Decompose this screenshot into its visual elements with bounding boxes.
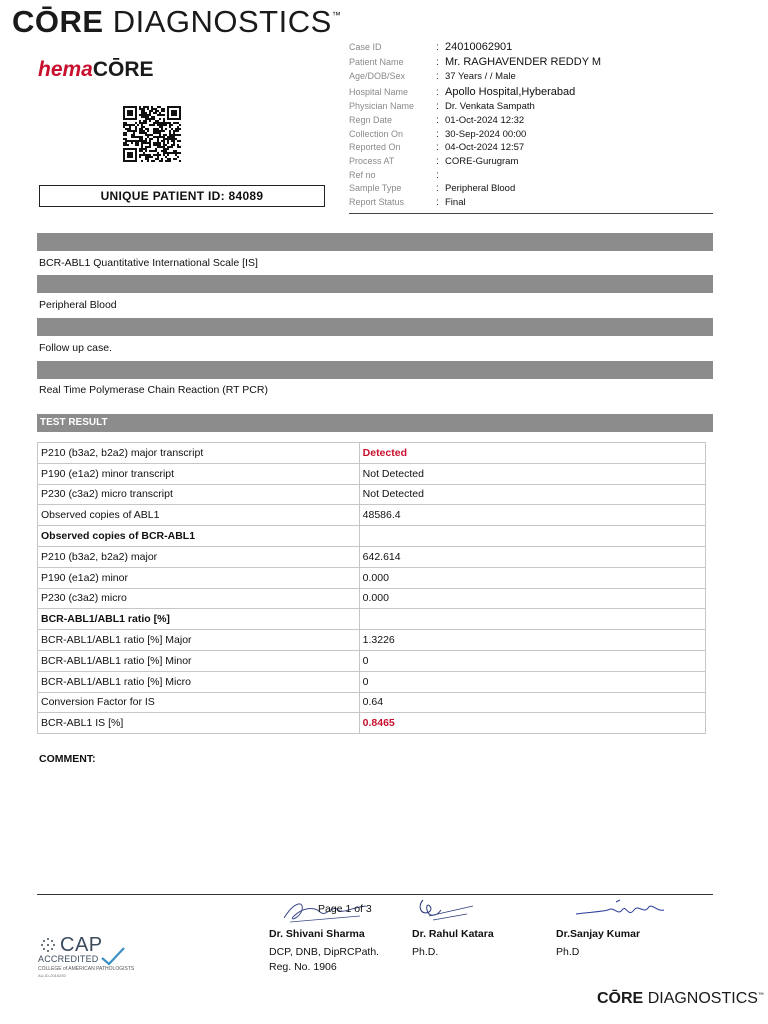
doctor-name: Dr. Rahul Katara	[412, 928, 494, 940]
info-value: Peripheral Blood	[445, 183, 516, 194]
result-name: P210 (b3a2, b2a2) major transcript	[38, 443, 360, 464]
result-value: 642.614	[359, 546, 705, 567]
result-value: 1.3226	[359, 630, 705, 651]
info-label: Age/DOB/Sex	[349, 70, 406, 81]
info-label: Ref no	[349, 169, 376, 180]
method: Real Time Polymerase Chain Reaction (RT PCR)	[39, 384, 268, 396]
info-colon: :	[436, 42, 439, 53]
doctor-credentials: Ph.D	[556, 946, 580, 958]
result-name: Conversion Factor for IS	[38, 692, 360, 713]
brand-logo-bold: CŌRE	[12, 4, 104, 39]
info-label: Hospital Name	[349, 86, 409, 97]
result-name: P190 (e1a2) minor transcript	[38, 463, 360, 484]
info-row	[349, 183, 711, 197]
info-value: 37 Years / / Male	[445, 70, 516, 82]
info-value: Final	[445, 197, 466, 208]
doctor-name: Dr. Shivani Sharma	[269, 928, 365, 940]
info-label: Patient Name	[349, 56, 404, 67]
table-row	[38, 671, 706, 692]
table-row	[38, 630, 706, 651]
info-value: 24010062901	[445, 41, 513, 53]
result-value	[359, 526, 705, 547]
info-label: Regn Date	[349, 115, 393, 125]
footer-brand-logo	[597, 990, 764, 1008]
table-subheader-row	[38, 609, 706, 630]
info-label: Case ID	[349, 42, 382, 52]
signature-sanjay	[574, 898, 666, 924]
sub-brand-core: CŌRE	[92, 58, 154, 81]
info-row	[349, 156, 711, 170]
cap-college: COLLEGE of AMERICAN PATHOLOGISTS	[38, 966, 135, 972]
doctor-name: Dr.Sanjay Kumar	[556, 928, 641, 940]
result-value: Not Detected	[359, 463, 705, 484]
info-row	[349, 101, 711, 115]
result-name: Observed copies of ABL1	[38, 505, 360, 526]
cap-id: AU-ID-2016250	[38, 973, 66, 978]
cap-dots-icon	[39, 937, 57, 953]
info-value: 30-Sep-2024 00:00	[445, 128, 527, 140]
brand-logo-light: DIAGNOSTICS	[112, 4, 332, 39]
brand-logo	[12, 4, 341, 40]
result-value: Not Detected	[359, 484, 705, 505]
specimen: Peripheral Blood	[39, 299, 117, 311]
qr-code-icon	[123, 106, 181, 162]
info-row	[349, 129, 711, 143]
table-row	[38, 546, 706, 567]
info-colon: :	[436, 86, 439, 98]
section-bar-method	[37, 361, 713, 379]
result-name: P210 (b3a2, b2a2) major	[38, 546, 360, 567]
result-value	[359, 609, 705, 630]
result-name: BCR-ABL1/ABL1 ratio [%] Major	[38, 630, 360, 651]
info-value: Dr. Venkata Sampath	[445, 101, 535, 112]
info-label: Collection On	[349, 128, 404, 139]
cap-big: CAP	[60, 934, 103, 956]
info-colon: :	[436, 169, 439, 181]
doctor-2	[412, 928, 494, 960]
result-value: 0.64	[359, 692, 705, 713]
test-name: BCR-ABL1 Quantitative International Scale [IS]	[39, 257, 258, 269]
result-value: 0	[359, 650, 705, 671]
test-result-title: TEST RESULT	[37, 414, 713, 432]
info-value: 01-Oct-2024 12:32	[445, 115, 525, 126]
info-colon: :	[436, 115, 439, 126]
table-row	[38, 463, 706, 484]
result-value: 0.000	[359, 588, 705, 609]
result-name: BCR-ABL1 IS [%]	[38, 713, 360, 734]
sub-brand-logo	[38, 58, 154, 82]
info-row	[349, 197, 711, 211]
result-name: BCR-ABL1/ABL1 ratio [%] Micro	[38, 671, 360, 692]
info-row	[349, 142, 711, 156]
info-row	[349, 56, 711, 71]
brand-logo-tm: ™	[331, 10, 342, 20]
checkmark-icon	[100, 946, 126, 966]
doctor-1	[269, 928, 379, 975]
info-label: Report Status	[349, 197, 405, 207]
signature-rahul	[415, 894, 477, 924]
info-label: Process AT	[349, 155, 395, 166]
info-value: Apollo Hospital,Hyberabad	[445, 85, 576, 98]
table-subheader-row	[38, 526, 706, 547]
table-row	[38, 484, 706, 505]
info-colon: :	[436, 128, 439, 140]
cap-accredited: ACCREDITED	[38, 954, 99, 964]
result-value: Detected	[359, 443, 705, 464]
results-table	[37, 442, 706, 734]
info-colon: :	[436, 101, 439, 112]
result-name: P190 (e1a2) minor	[38, 567, 360, 588]
info-label: Sample Type	[349, 183, 402, 193]
info-colon: :	[436, 56, 439, 68]
section-bar-history	[37, 318, 713, 336]
table-row	[38, 588, 706, 609]
result-value: 0	[359, 671, 705, 692]
info-colon: :	[436, 142, 439, 153]
info-label: Physician Name	[349, 101, 415, 111]
info-value: 04-Oct-2024 12:57	[445, 142, 525, 153]
info-colon: :	[436, 155, 439, 167]
result-name: P230 (c3a2) micro transcript	[38, 484, 360, 505]
info-row	[349, 41, 711, 56]
doctor-credentials: Ph.D.	[412, 946, 439, 958]
info-label: Reported On	[349, 142, 401, 152]
footer-brand-light: DIAGNOSTICS	[647, 990, 758, 1007]
result-name: BCR-ABL1/ABL1 ratio [%]	[38, 609, 360, 630]
info-value: Mr. RAGHAVENDER REDDY M	[445, 55, 602, 68]
table-row	[38, 505, 706, 526]
info-row	[349, 170, 711, 184]
clinical-history: Follow up case.	[39, 342, 112, 354]
cap-accredited-logo	[38, 934, 135, 982]
table-row	[38, 650, 706, 671]
info-row	[349, 115, 711, 129]
info-row	[349, 71, 711, 86]
info-colon: :	[436, 197, 439, 208]
result-name: BCR-ABL1/ABL1 ratio [%] Minor	[38, 650, 360, 671]
doctor-3	[556, 928, 640, 960]
info-row	[349, 86, 711, 102]
result-value: 48586.4	[359, 505, 705, 526]
table-row	[38, 443, 706, 464]
doctor-credentials: DCP, DNB, DipRCPath. Reg. No. 1906	[269, 946, 380, 973]
comment-label: COMMENT:	[39, 753, 96, 765]
result-name: P230 (c3a2) micro	[38, 588, 360, 609]
table-row	[38, 713, 706, 734]
section-bar-specimen	[37, 275, 713, 293]
footer-divider	[37, 894, 713, 895]
info-colon: :	[436, 183, 439, 194]
info-value: CORE-Gurugram	[445, 155, 519, 167]
footer-brand-bold: CŌRE	[597, 990, 644, 1007]
table-row	[38, 567, 706, 588]
table-row	[38, 692, 706, 713]
info-colon: :	[436, 70, 439, 82]
unique-patient-id: UNIQUE PATIENT ID: 84089	[39, 185, 325, 207]
result-value: 0.8465	[359, 713, 705, 734]
page-number: Page 1 of 3	[318, 903, 372, 915]
info-divider	[349, 213, 713, 214]
result-value: 0.000	[359, 567, 705, 588]
section-bar-test	[37, 233, 713, 251]
sub-brand-hema: hema	[38, 58, 93, 81]
footer-brand-tm: ™	[757, 992, 764, 999]
result-name: Observed copies of BCR-ABL1	[38, 526, 360, 547]
patient-info	[349, 41, 711, 211]
